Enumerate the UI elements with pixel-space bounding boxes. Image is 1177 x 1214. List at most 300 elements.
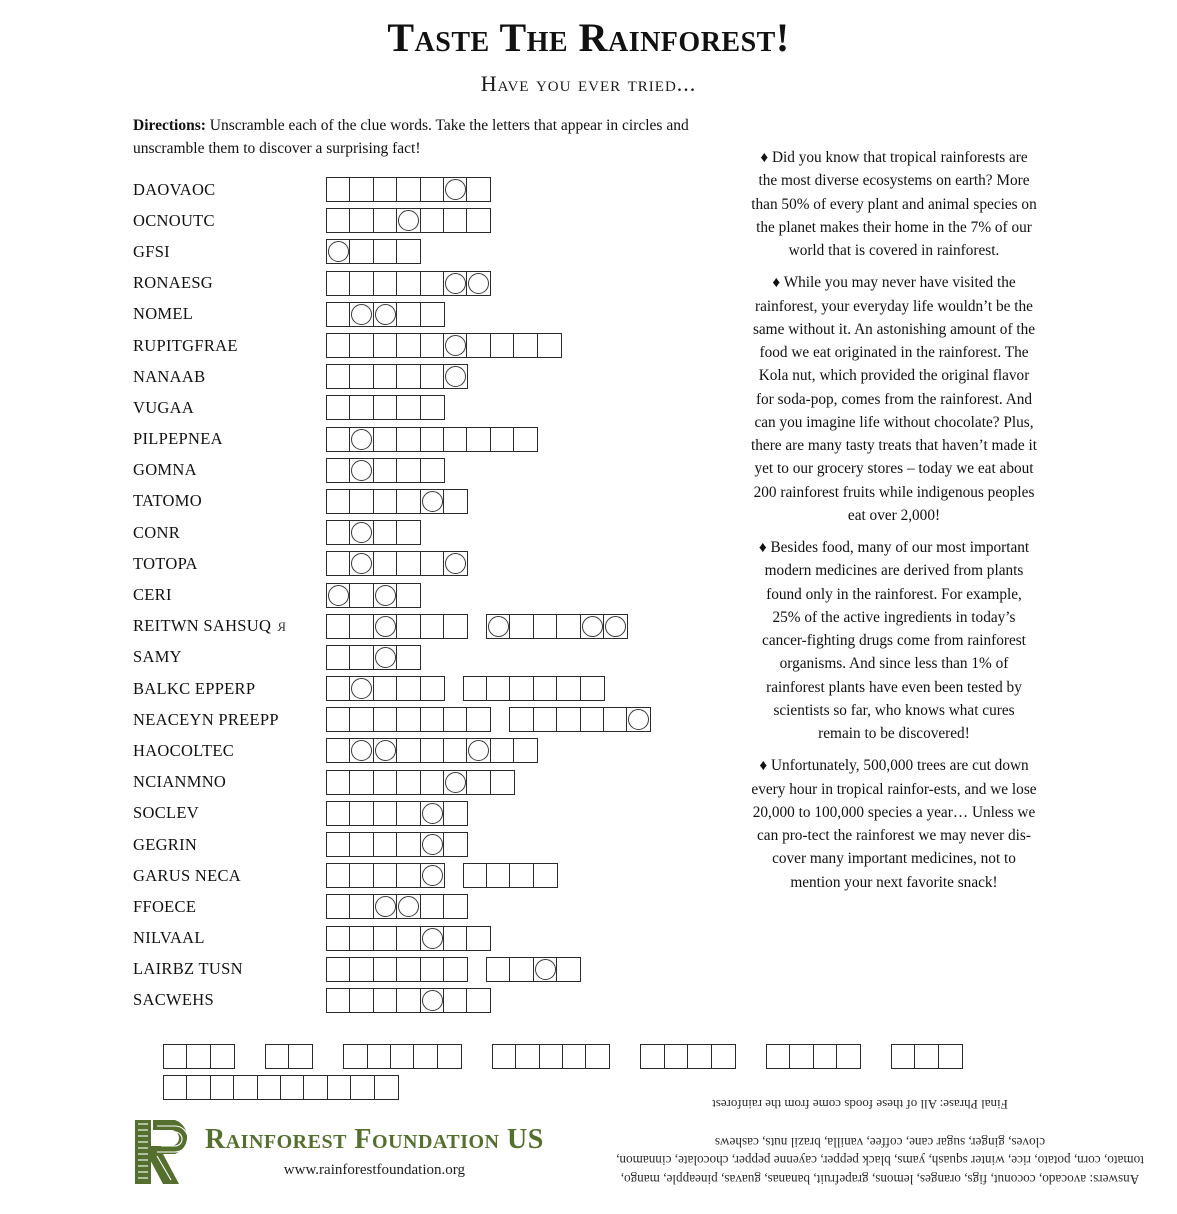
letter-cell[interactable]: [420, 738, 445, 763]
letter-cell[interactable]: [326, 551, 351, 576]
final-letter-cell[interactable]: [233, 1075, 258, 1100]
letter-cell-circled[interactable]: [349, 458, 374, 483]
clue-word: REITWN SAHSUQ R: [133, 616, 287, 636]
letter-cell[interactable]: [466, 707, 491, 732]
letter-cell[interactable]: [396, 364, 421, 389]
letter-cell[interactable]: [326, 988, 351, 1013]
letter-cell[interactable]: [443, 894, 468, 919]
letter-cell[interactable]: [396, 239, 421, 264]
answer-boxes: [326, 676, 605, 701]
clue-word: GEGRIN: [133, 834, 198, 854]
letter-cell[interactable]: [349, 894, 374, 919]
letter-cell-circled[interactable]: [443, 551, 468, 576]
letter-cell[interactable]: [349, 988, 374, 1013]
box-group: [326, 957, 468, 982]
letter-cell[interactable]: [420, 707, 445, 732]
letter-cell[interactable]: [326, 707, 351, 732]
letter-cell[interactable]: [463, 863, 488, 888]
final-letter-cell[interactable]: [711, 1044, 736, 1069]
page-title: Taste The Rainforest!: [387, 15, 790, 60]
final-box-group: [492, 1044, 611, 1069]
box-group: [509, 707, 651, 732]
letter-cell-circled[interactable]: [349, 676, 374, 701]
clue-row: [133, 829, 713, 860]
letter-cell[interactable]: [396, 770, 421, 795]
letter-cell[interactable]: [443, 707, 468, 732]
final-letter-cell[interactable]: [789, 1044, 814, 1069]
letter-cell[interactable]: [396, 832, 421, 857]
answer-boxes: [326, 801, 468, 826]
letter-cell[interactable]: [326, 520, 351, 545]
box-group: [326, 271, 491, 296]
letter-cell[interactable]: [396, 520, 421, 545]
letter-cell[interactable]: [443, 208, 468, 233]
letter-cell[interactable]: [326, 770, 351, 795]
clue-row: [133, 455, 713, 486]
letter-cell-circled[interactable]: [396, 208, 421, 233]
letter-cell[interactable]: [490, 738, 515, 763]
letter-cell[interactable]: [373, 551, 398, 576]
letter-cell[interactable]: [420, 364, 445, 389]
letter-cell[interactable]: [326, 614, 351, 639]
letter-cell[interactable]: [420, 333, 445, 358]
box-group: [326, 239, 421, 264]
clue-row: [133, 923, 713, 954]
letter-cell[interactable]: [420, 458, 445, 483]
letter-cell[interactable]: [556, 676, 581, 701]
letter-cell[interactable]: [466, 208, 491, 233]
letter-cell[interactable]: [463, 676, 488, 701]
answer-boxes: [326, 926, 491, 951]
letter-cell[interactable]: [533, 863, 558, 888]
letter-cell[interactable]: [466, 926, 491, 951]
letter-cell-circled[interactable]: [420, 926, 445, 951]
letter-cell[interactable]: [349, 271, 374, 296]
final-letter-cell[interactable]: [288, 1044, 313, 1069]
letter-cell[interactable]: [420, 271, 445, 296]
letter-cell[interactable]: [373, 770, 398, 795]
answer-boxes: [326, 707, 651, 732]
letter-cell[interactable]: [513, 427, 538, 452]
clue-word: RONAESG: [133, 273, 214, 293]
answer-boxes: [326, 333, 562, 358]
answer-boxes: [326, 614, 628, 639]
letter-cell[interactable]: [326, 676, 351, 701]
directions-label: Directions:: [133, 117, 206, 134]
letter-cell[interactable]: [396, 333, 421, 358]
letter-cell-circled[interactable]: [466, 738, 491, 763]
final-letter-cell[interactable]: [413, 1044, 438, 1069]
box-group: [486, 614, 628, 639]
clue-word: SAMY: [133, 647, 182, 667]
clue-row: [133, 735, 713, 766]
fact-paragraph: ♦ Did you know that tropical rainforests are the most diverse ecosystems on earth? More than 50% of every plant and animal species on the planet makes their home in the 7% of our world that is covered in rainforest.: [751, 149, 1037, 259]
clue-row: [133, 704, 713, 735]
letter-cell[interactable]: [443, 957, 468, 982]
box-group: [486, 957, 581, 982]
letter-cell[interactable]: [466, 177, 491, 202]
letter-cell[interactable]: [349, 614, 374, 639]
letter-cell[interactable]: [373, 832, 398, 857]
final-letter-cell[interactable]: [664, 1044, 689, 1069]
answer-boxes: [326, 645, 421, 670]
clue-row: [133, 642, 713, 673]
letter-cell[interactable]: [396, 863, 421, 888]
answer-boxes: [326, 770, 515, 795]
letter-cell[interactable]: [420, 427, 445, 452]
letter-cell[interactable]: [603, 707, 628, 732]
clue-word: TATOMO: [133, 491, 202, 511]
final-letter-cell[interactable]: [390, 1044, 415, 1069]
letter-cell-circled[interactable]: [420, 832, 445, 857]
letter-cell[interactable]: [443, 614, 468, 639]
clue-row: [133, 548, 713, 579]
letter-cell[interactable]: [509, 863, 534, 888]
letter-cell-circled[interactable]: [326, 583, 351, 608]
final-letter-cell[interactable]: [836, 1044, 861, 1069]
letter-cell[interactable]: [486, 863, 511, 888]
letter-cell[interactable]: [373, 208, 398, 233]
letter-cell-circled[interactable]: [486, 614, 511, 639]
letter-cell[interactable]: [490, 427, 515, 452]
letter-cell[interactable]: [326, 957, 351, 982]
letter-cell[interactable]: [580, 676, 605, 701]
letter-cell-circled[interactable]: [420, 863, 445, 888]
letter-cell[interactable]: [349, 926, 374, 951]
letter-cell[interactable]: [490, 333, 515, 358]
final-letter-cell[interactable]: [585, 1044, 610, 1069]
letter-cell[interactable]: [396, 801, 421, 826]
final-letter-cell[interactable]: [280, 1075, 305, 1100]
final-letter-cell[interactable]: [562, 1044, 587, 1069]
letter-cell[interactable]: [326, 364, 351, 389]
letter-cell[interactable]: [420, 551, 445, 576]
letter-cell[interactable]: [396, 427, 421, 452]
letter-cell-circled[interactable]: [349, 427, 374, 452]
box-group: [326, 395, 445, 420]
letter-cell-circled[interactable]: [443, 770, 468, 795]
letter-cell[interactable]: [396, 395, 421, 420]
box-group: [326, 676, 445, 701]
letter-cell[interactable]: [373, 333, 398, 358]
letter-cell-circled[interactable]: [626, 707, 651, 732]
letter-cell[interactable]: [373, 676, 398, 701]
answer-boxes: [326, 832, 468, 857]
box-group: [326, 489, 468, 514]
letter-cell[interactable]: [556, 707, 581, 732]
final-letter-cell[interactable]: [186, 1044, 211, 1069]
final-letter-cell[interactable]: [374, 1075, 399, 1100]
letter-cell-circled[interactable]: [373, 645, 398, 670]
letter-cell[interactable]: [326, 801, 351, 826]
letter-cell-circled[interactable]: [373, 302, 398, 327]
letter-cell[interactable]: [396, 583, 421, 608]
clue-word: SACWEHS: [133, 990, 214, 1010]
box-group: [326, 458, 445, 483]
final-letter-cell[interactable]: [687, 1044, 712, 1069]
letter-cell[interactable]: [509, 614, 534, 639]
clue-row: [133, 954, 713, 985]
letter-cell[interactable]: [326, 177, 351, 202]
final-letter-cell[interactable]: [891, 1044, 916, 1069]
letter-cell[interactable]: [326, 894, 351, 919]
final-letter-cell[interactable]: [515, 1044, 540, 1069]
letter-cell[interactable]: [396, 614, 421, 639]
letter-cell[interactable]: [443, 926, 468, 951]
letter-cell[interactable]: [373, 863, 398, 888]
box-group: [326, 520, 421, 545]
letter-cell-circled[interactable]: [580, 614, 605, 639]
box-group: [326, 738, 538, 763]
letter-cell-circled[interactable]: [373, 738, 398, 763]
letter-cell[interactable]: [396, 645, 421, 670]
letter-cell[interactable]: [556, 957, 581, 982]
clue-word: NANAAB: [133, 366, 206, 386]
letter-cell[interactable]: [373, 271, 398, 296]
box-group: [326, 801, 468, 826]
letter-cell-circled[interactable]: [349, 738, 374, 763]
final-letter-cell[interactable]: [914, 1044, 939, 1069]
final-letter-cell[interactable]: [265, 1044, 290, 1069]
letter-cell[interactable]: [420, 302, 445, 327]
letter-cell[interactable]: [396, 177, 421, 202]
directions-text: Unscramble each of the clue words. Take the letters that appear in circles and unscramble them to discover a surprising fact!: [133, 117, 689, 158]
letter-cell[interactable]: [420, 770, 445, 795]
letter-cell[interactable]: [396, 676, 421, 701]
letter-cell[interactable]: [326, 863, 351, 888]
letter-cell[interactable]: [513, 333, 538, 358]
letter-cell[interactable]: [373, 239, 398, 264]
letter-cell[interactable]: [533, 676, 558, 701]
letter-cell-circled[interactable]: [373, 583, 398, 608]
letter-cell[interactable]: [509, 676, 534, 701]
final-answer-row[interactable]: [163, 1044, 1093, 1069]
letter-cell[interactable]: [509, 707, 534, 732]
letter-cell[interactable]: [373, 177, 398, 202]
letter-cell[interactable]: [466, 988, 491, 1013]
final-letter-cell[interactable]: [257, 1075, 282, 1100]
final-letter-cell[interactable]: [766, 1044, 791, 1069]
clue-row: [133, 236, 713, 267]
clue-row: [133, 985, 713, 1016]
clue-row: [133, 891, 713, 922]
answer-boxes: [326, 551, 468, 576]
letter-cell[interactable]: [396, 707, 421, 732]
letter-cell[interactable]: [349, 957, 374, 982]
letter-cell[interactable]: [443, 832, 468, 857]
letter-cell-circled[interactable]: [533, 957, 558, 982]
answer-boxes: [326, 177, 491, 202]
letter-cell-circled[interactable]: [420, 801, 445, 826]
letter-cell-circled[interactable]: [349, 551, 374, 576]
letter-cell-circled[interactable]: [466, 271, 491, 296]
letter-cell[interactable]: [373, 520, 398, 545]
letter-cell[interactable]: [537, 333, 562, 358]
letter-cell-circled[interactable]: [420, 988, 445, 1013]
clue-row: [133, 517, 713, 548]
letter-cell[interactable]: [326, 427, 351, 452]
letter-cell[interactable]: [396, 271, 421, 296]
box-group: [326, 551, 468, 576]
letter-cell[interactable]: [349, 208, 374, 233]
clue-row: [133, 767, 713, 798]
letter-cell[interactable]: [556, 614, 581, 639]
letter-cell[interactable]: [509, 957, 534, 982]
final-letter-cell[interactable]: [938, 1044, 963, 1069]
letter-cell[interactable]: [396, 988, 421, 1013]
stray-glyph-artifact: R: [277, 619, 287, 635]
letter-cell[interactable]: [349, 832, 374, 857]
clue-row: [133, 798, 713, 829]
letter-cell[interactable]: [466, 333, 491, 358]
letter-cell[interactable]: [533, 614, 558, 639]
letter-cell[interactable]: [326, 333, 351, 358]
letter-cell[interactable]: [396, 738, 421, 763]
final-letter-cell[interactable]: [210, 1075, 235, 1100]
final-letter-cell[interactable]: [367, 1044, 392, 1069]
letter-cell[interactable]: [420, 208, 445, 233]
letter-cell[interactable]: [443, 988, 468, 1013]
final-letter-cell[interactable]: [327, 1075, 352, 1100]
facts-column: [751, 146, 1037, 903]
answer-boxes: [326, 957, 581, 982]
letter-cell-circled[interactable]: [349, 520, 374, 545]
letter-cell[interactable]: [420, 676, 445, 701]
letter-cell[interactable]: [326, 832, 351, 857]
final-letter-cell[interactable]: [492, 1044, 517, 1069]
letter-cell[interactable]: [349, 239, 374, 264]
clue-row: [133, 486, 713, 517]
clue-row: [133, 860, 713, 891]
letter-cell-circled[interactable]: [349, 302, 374, 327]
answer-boxes: [326, 489, 468, 514]
final-letter-cell[interactable]: [163, 1075, 188, 1100]
letter-cell[interactable]: [396, 489, 421, 514]
letter-cell[interactable]: [326, 738, 351, 763]
letter-cell[interactable]: [349, 395, 374, 420]
box-group: [326, 988, 491, 1013]
letter-cell[interactable]: [443, 738, 468, 763]
letter-cell-circled[interactable]: [420, 489, 445, 514]
letter-cell[interactable]: [396, 302, 421, 327]
letter-cell-circled[interactable]: [326, 239, 351, 264]
box-group: [326, 926, 491, 951]
final-letter-cell[interactable]: [343, 1044, 368, 1069]
letter-cell[interactable]: [513, 738, 538, 763]
letter-cell[interactable]: [420, 957, 445, 982]
letter-cell[interactable]: [373, 988, 398, 1013]
letter-cell-circled[interactable]: [443, 333, 468, 358]
letter-cell[interactable]: [443, 489, 468, 514]
answer-boxes: [326, 395, 445, 420]
clue-word: HAOCOLTEC: [133, 740, 235, 760]
final-letter-cell[interactable]: [210, 1044, 235, 1069]
letter-cell[interactable]: [349, 489, 374, 514]
answer-boxes: [326, 863, 558, 888]
letter-cell[interactable]: [349, 177, 374, 202]
letter-cell[interactable]: [466, 770, 491, 795]
letter-cell[interactable]: [420, 894, 445, 919]
letter-cell[interactable]: [420, 614, 445, 639]
letter-cell[interactable]: [349, 770, 374, 795]
letter-cell[interactable]: [443, 427, 468, 452]
letter-cell[interactable]: [373, 801, 398, 826]
letter-cell[interactable]: [486, 957, 511, 982]
letter-cell[interactable]: [580, 707, 605, 732]
answer-boxes: [326, 894, 468, 919]
letter-cell-circled[interactable]: [373, 894, 398, 919]
final-letter-cell[interactable]: [303, 1075, 328, 1100]
letter-cell[interactable]: [396, 957, 421, 982]
letter-cell[interactable]: [420, 177, 445, 202]
letter-cell[interactable]: [373, 707, 398, 732]
final-letter-cell[interactable]: [813, 1044, 838, 1069]
letter-cell[interactable]: [533, 707, 558, 732]
letter-cell[interactable]: [326, 395, 351, 420]
letter-cell[interactable]: [326, 489, 351, 514]
letter-cell-circled[interactable]: [396, 894, 421, 919]
clue-list: [133, 174, 713, 1016]
letter-cell[interactable]: [396, 551, 421, 576]
letter-cell-circled[interactable]: [603, 614, 628, 639]
letter-cell[interactable]: [349, 645, 374, 670]
letter-cell[interactable]: [373, 364, 398, 389]
final-letter-cell[interactable]: [163, 1044, 188, 1069]
letter-cell[interactable]: [349, 801, 374, 826]
letter-cell[interactable]: [490, 770, 515, 795]
letter-cell[interactable]: [420, 395, 445, 420]
letter-cell[interactable]: [349, 333, 374, 358]
final-letter-cell[interactable]: [539, 1044, 564, 1069]
letter-cell[interactable]: [396, 458, 421, 483]
box-group: [326, 177, 491, 202]
letter-cell[interactable]: [349, 364, 374, 389]
letter-cell[interactable]: [466, 427, 491, 452]
letter-cell[interactable]: [443, 801, 468, 826]
org-url: www.rainforestfoundation.org: [283, 1161, 465, 1178]
letter-cell[interactable]: [373, 427, 398, 452]
final-letter-cell[interactable]: [350, 1075, 375, 1100]
clue-word: VUGAA: [133, 397, 195, 417]
letter-cell[interactable]: [373, 957, 398, 982]
letter-cell[interactable]: [326, 458, 351, 483]
letter-cell-circled[interactable]: [443, 364, 468, 389]
letter-cell[interactable]: [326, 645, 351, 670]
letter-cell[interactable]: [326, 271, 351, 296]
letter-cell-circled[interactable]: [443, 177, 468, 202]
clue-word: BALKC EPPERP: [133, 678, 256, 698]
clue-row: [133, 361, 713, 392]
letter-cell[interactable]: [326, 208, 351, 233]
letter-cell[interactable]: [486, 676, 511, 701]
final-letter-cell[interactable]: [640, 1044, 665, 1069]
letter-cell[interactable]: [349, 863, 374, 888]
letter-cell-circled[interactable]: [443, 271, 468, 296]
letter-cell[interactable]: [326, 926, 351, 951]
letter-cell[interactable]: [349, 707, 374, 732]
final-letter-cell[interactable]: [437, 1044, 462, 1069]
letter-cell[interactable]: [373, 489, 398, 514]
letter-cell[interactable]: [373, 926, 398, 951]
letter-cell[interactable]: [326, 302, 351, 327]
letter-cell[interactable]: [349, 583, 374, 608]
letter-cell[interactable]: [396, 926, 421, 951]
final-letter-cell[interactable]: [186, 1075, 211, 1100]
fact-paragraph: ♦ Unfortunately, 500,000 trees are cut down every hour in tropical rainfor-ests, and we lose 20,000 to 100,000 species a year… Unless we can pro-tect the rainforest we may never dis-cover many important medicines, not to mention your next favorite snack!: [751, 757, 1037, 891]
letter-cell-circled[interactable]: [373, 614, 398, 639]
letter-cell[interactable]: [373, 395, 398, 420]
letter-cell[interactable]: [373, 458, 398, 483]
